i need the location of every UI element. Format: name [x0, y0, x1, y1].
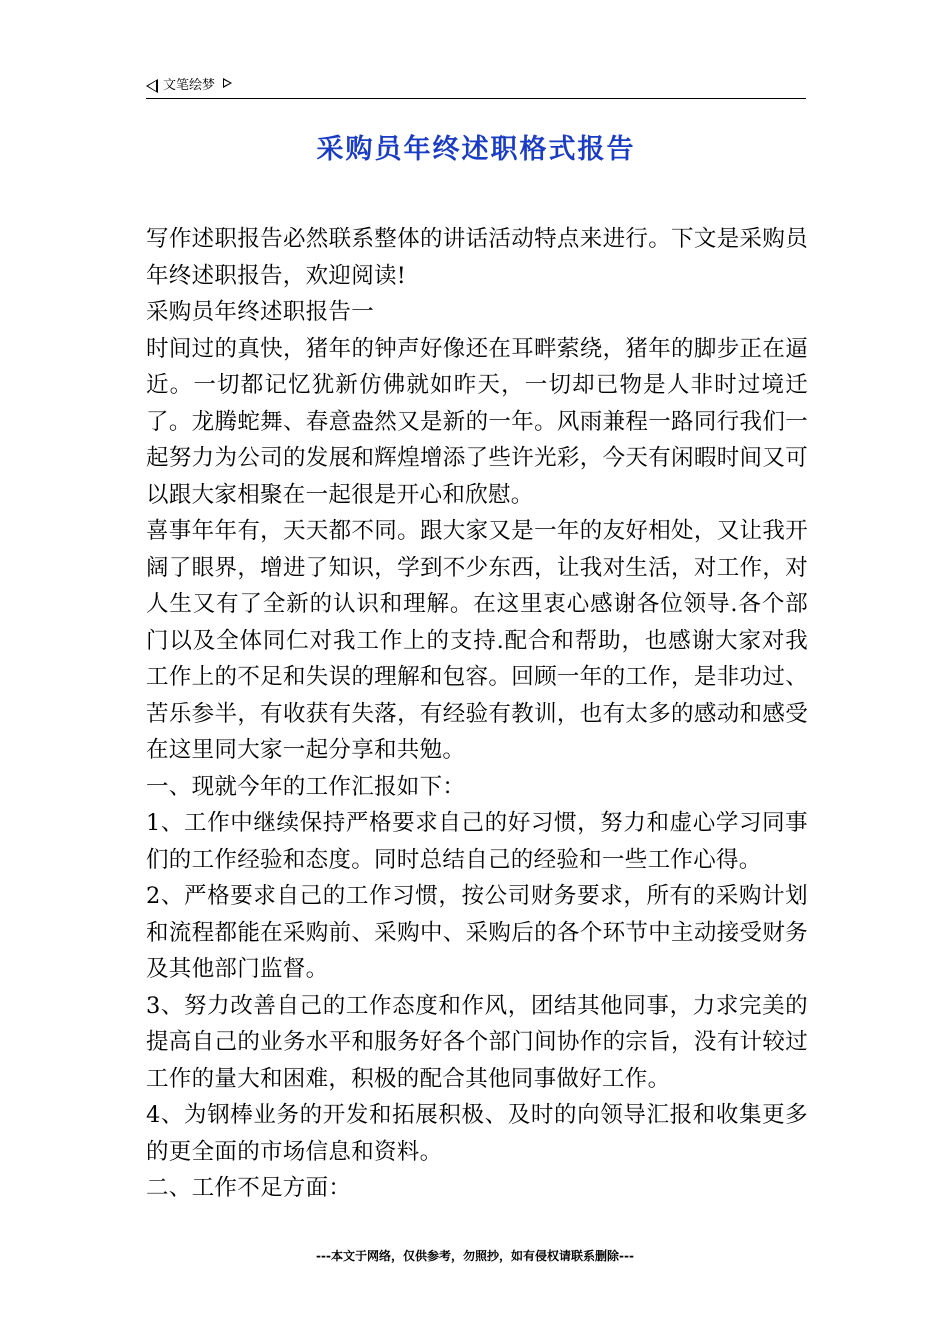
- list-item: 1、工作中继续保持严格要求自己的好习惯，努力和虚心学习同事们的工作经验和态度。同时总结自己的经验和一些工作心得。: [146, 810, 808, 873]
- header-brand: 文笔绘梦: [163, 78, 216, 93]
- list-item: 4、为钢棒业务的开发和拓展积极、及时的向领导汇报和收集更多的更全面的市场信息和资料。: [146, 1102, 808, 1165]
- page-header: [146, 74, 806, 99]
- paragraph: 时间过的真快，猪年的钟声好像还在耳畔萦绕，猪年的脚步正在逼近。一切都记忆犹新仿佛就如昨天，一切却已物是人非时过境迁了。龙腾蛇舞、春意盎然又是新的一年。风雨兼程一路同行我们一起努力为公司的发展和辉煌增添了些许光彩，今天有闲暇时间又可以跟大家相聚在一起很是开心和欣慰。: [146, 335, 808, 508]
- triangle-left-icon: [146, 79, 158, 93]
- section-heading: 一、现就今年的工作汇报如下：: [146, 773, 466, 800]
- section-heading: 采购员年终述职报告一: [146, 299, 375, 325]
- list-item: 2、严格要求自己的工作习惯，按公司财务要求，所有的采购计划和流程都能在采购前、采购中、采购后的各个环节中主动接受财务及其他部门监督。: [146, 883, 808, 982]
- triangle-right-icon: [223, 78, 232, 88]
- paragraph: 喜事年年有，天天都不同。跟大家又是一年的友好相处，又让我开阔了眼界，增进了知识，学到不少东西，让我对生活，对工作，对人生又有了全新的认识和理解。在这里衷心感谢各位领导.各个部门以及全体同仁对我工作上的支持.配合和帮助，也感谢大家对我工作上的不足和失误的理解和包容。回顾一年的工作，是非功过、苦乐参半，有收获有失落，有经验有教训，也有太多的感动和感受在这里同大家一起分享和共勉。: [146, 518, 808, 763]
- section-heading: 二、工作不足方面：: [146, 1175, 352, 1201]
- document-body: [146, 221, 808, 1207]
- list-item: 3、努力改善自己的工作态度和作风，团结其他同事，力求完美的提高自己的业务水平和服务好各个部门间协作的宗旨，没有计较过工作的量大和困难，积极的配合其他同事做好工作。: [146, 992, 808, 1092]
- page-footer: ---本文于网络，仅供参考，勿照抄，如有侵权请联系删除---: [316, 1249, 634, 1263]
- document-title: 采购员年终述职格式报告: [316, 134, 636, 165]
- paragraph-intro: 写作述职报告必然联系整体的讲话活动特点来进行。下文是采购员年终述职报告，欢迎阅读!: [146, 226, 808, 289]
